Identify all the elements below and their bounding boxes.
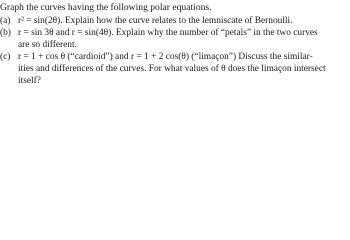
exercise-item-a [0,15,350,27]
exercise-list [0,15,350,87]
item-text-line: r = sin 3θ and r = sin(4θ). Explain why the number of “petals” in the two curves [18,28,318,38]
item-label: (a) [0,16,11,26]
item-label: (c) [0,52,11,62]
exercise-item-c [0,51,350,87]
item-text-line: r² = sin(2θ). Explain how the curve relates to the lemniscate of Bernoulli. [18,16,293,26]
exercise-item-b [0,27,350,51]
item-text-line: ities and differences of the curves. For what values of θ does the limaçon intersect [18,64,326,74]
instructions: Graph the curves having the following polar equations. [0,2,212,13]
item-text-line: r = 1 + cos θ (“cardioid”) and r = 1 + 2 cos(θ) (“limaçon”) Discuss the similar- [18,52,313,62]
item-text-line: are so different. [18,40,77,50]
item-text-line: itself? [18,76,41,86]
item-label: (b) [0,28,11,38]
exercise-text [0,0,350,100]
